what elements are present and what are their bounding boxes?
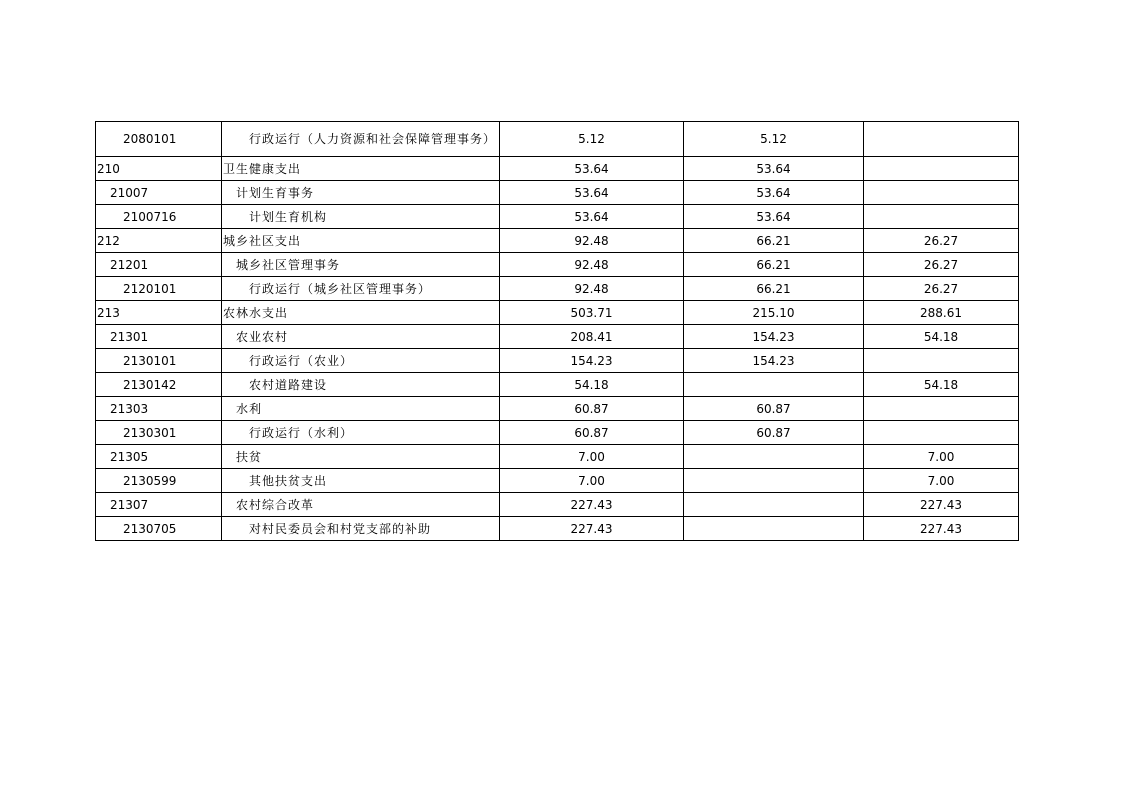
subject-code-cell: 2130599	[96, 469, 222, 493]
subject-code-cell: 212	[96, 229, 222, 253]
project-expenditure-cell	[864, 157, 1019, 181]
project-expenditure-cell: 7.00	[864, 469, 1019, 493]
subject-name-cell: 对村民委员会和村党支部的补助	[222, 517, 500, 541]
basic-expenditure-cell	[684, 373, 864, 397]
basic-expenditure-cell: 60.87	[684, 397, 864, 421]
subject-name-cell: 其他扶贫支出	[222, 469, 500, 493]
basic-expenditure-cell: 60.87	[684, 421, 864, 445]
total-amount-cell: 5.12	[500, 122, 684, 157]
table-row	[96, 157, 1019, 181]
project-expenditure-cell: 54.18	[864, 325, 1019, 349]
total-amount-cell: 7.00	[500, 469, 684, 493]
project-expenditure-cell: 26.27	[864, 277, 1019, 301]
subject-code-cell: 2130301	[96, 421, 222, 445]
subject-name-cell: 农村道路建设	[222, 373, 500, 397]
subject-code-cell: 21303	[96, 397, 222, 421]
basic-expenditure-cell: 53.64	[684, 157, 864, 181]
project-expenditure-cell	[864, 122, 1019, 157]
project-expenditure-cell: 288.61	[864, 301, 1019, 325]
subject-code-cell: 21201	[96, 253, 222, 277]
basic-expenditure-cell: 66.21	[684, 253, 864, 277]
subject-code-cell: 210	[96, 157, 222, 181]
table-row	[96, 397, 1019, 421]
basic-expenditure-cell: 66.21	[684, 229, 864, 253]
subject-name-cell: 城乡社区管理事务	[222, 253, 500, 277]
table-row	[96, 517, 1019, 541]
subject-code-cell: 2130142	[96, 373, 222, 397]
table-row	[96, 493, 1019, 517]
basic-expenditure-cell: 215.10	[684, 301, 864, 325]
project-expenditure-cell	[864, 397, 1019, 421]
table-row	[96, 229, 1019, 253]
total-amount-cell: 53.64	[500, 181, 684, 205]
project-expenditure-cell: 227.43	[864, 493, 1019, 517]
basic-expenditure-cell: 154.23	[684, 325, 864, 349]
subject-code-cell: 2080101	[96, 122, 222, 157]
basic-expenditure-cell: 53.64	[684, 181, 864, 205]
subject-code-cell: 2100716	[96, 205, 222, 229]
total-amount-cell: 208.41	[500, 325, 684, 349]
project-expenditure-cell: 227.43	[864, 517, 1019, 541]
table-row	[96, 253, 1019, 277]
subject-name-cell: 行政运行（农业）	[222, 349, 500, 373]
subject-name-cell: 农林水支出	[222, 301, 500, 325]
total-amount-cell: 503.71	[500, 301, 684, 325]
project-expenditure-cell: 26.27	[864, 229, 1019, 253]
table-row	[96, 469, 1019, 493]
subject-name-cell: 城乡社区支出	[222, 229, 500, 253]
total-amount-cell: 60.87	[500, 397, 684, 421]
table-row	[96, 181, 1019, 205]
total-amount-cell: 54.18	[500, 373, 684, 397]
basic-expenditure-cell	[684, 445, 864, 469]
project-expenditure-cell	[864, 349, 1019, 373]
subject-code-cell: 2120101	[96, 277, 222, 301]
subject-name-cell: 行政运行（水利）	[222, 421, 500, 445]
subject-code-cell: 2130101	[96, 349, 222, 373]
subject-name-cell: 卫生健康支出	[222, 157, 500, 181]
basic-expenditure-cell	[684, 493, 864, 517]
total-amount-cell: 227.43	[500, 517, 684, 541]
expenditure-table	[95, 121, 1019, 541]
table-row	[96, 205, 1019, 229]
basic-expenditure-cell: 154.23	[684, 349, 864, 373]
table-row	[96, 421, 1019, 445]
table-row	[96, 373, 1019, 397]
subject-name-cell: 农村综合改革	[222, 493, 500, 517]
table-row	[96, 122, 1019, 157]
total-amount-cell: 92.48	[500, 229, 684, 253]
subject-code-cell: 21007	[96, 181, 222, 205]
project-expenditure-cell	[864, 421, 1019, 445]
subject-name-cell: 行政运行（人力资源和社会保障管理事务）	[222, 122, 500, 157]
basic-expenditure-cell	[684, 517, 864, 541]
subject-code-cell: 21305	[96, 445, 222, 469]
subject-name-cell: 行政运行（城乡社区管理事务）	[222, 277, 500, 301]
total-amount-cell: 227.43	[500, 493, 684, 517]
total-amount-cell: 7.00	[500, 445, 684, 469]
total-amount-cell: 92.48	[500, 277, 684, 301]
project-expenditure-cell	[864, 181, 1019, 205]
subject-name-cell: 计划生育事务	[222, 181, 500, 205]
basic-expenditure-cell	[684, 469, 864, 493]
table-row	[96, 277, 1019, 301]
project-expenditure-cell	[864, 205, 1019, 229]
subject-name-cell: 农业农村	[222, 325, 500, 349]
subject-name-cell: 扶贫	[222, 445, 500, 469]
basic-expenditure-cell: 66.21	[684, 277, 864, 301]
basic-expenditure-cell: 53.64	[684, 205, 864, 229]
subject-code-cell: 21307	[96, 493, 222, 517]
table-row	[96, 445, 1019, 469]
subject-name-cell: 计划生育机构	[222, 205, 500, 229]
table-body	[96, 122, 1019, 541]
subject-name-cell: 水利	[222, 397, 500, 421]
table-row	[96, 301, 1019, 325]
total-amount-cell: 53.64	[500, 205, 684, 229]
subject-code-cell: 21301	[96, 325, 222, 349]
table-row	[96, 325, 1019, 349]
basic-expenditure-cell: 5.12	[684, 122, 864, 157]
total-amount-cell: 53.64	[500, 157, 684, 181]
project-expenditure-cell: 54.18	[864, 373, 1019, 397]
project-expenditure-cell: 26.27	[864, 253, 1019, 277]
subject-code-cell: 2130705	[96, 517, 222, 541]
project-expenditure-cell: 7.00	[864, 445, 1019, 469]
subject-code-cell: 213	[96, 301, 222, 325]
total-amount-cell: 154.23	[500, 349, 684, 373]
total-amount-cell: 92.48	[500, 253, 684, 277]
total-amount-cell: 60.87	[500, 421, 684, 445]
table-row	[96, 349, 1019, 373]
